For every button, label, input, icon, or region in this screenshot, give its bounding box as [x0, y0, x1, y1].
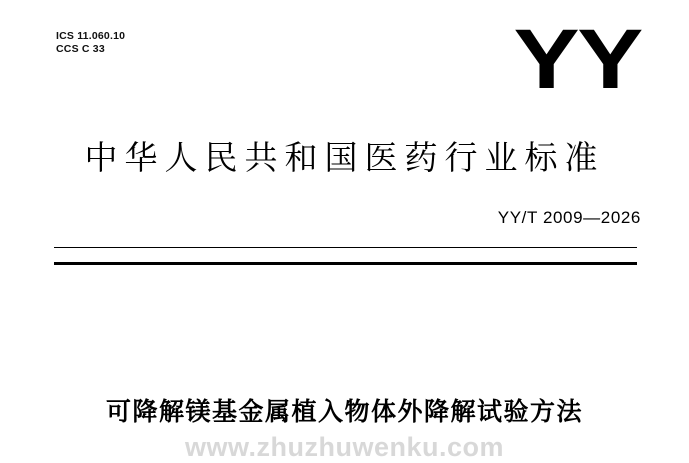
divider-thin: [54, 247, 637, 248]
ccs-code: CCS C 33: [56, 43, 105, 55]
yy-logo: YY: [513, 12, 641, 106]
page-title: 中华人民共和国医药行业标准: [84, 138, 605, 177]
standard-number: YY/T 2009—2026: [497, 208, 641, 227]
ics-code: ICS 11.060.10: [56, 30, 126, 42]
divider-thick: [54, 262, 637, 265]
watermark: www.zhuzhuwenku.com: [184, 432, 504, 462]
classification-codes: [56, 30, 125, 56]
document-subject-title: 可降解镁基金属植入物体外降解试验方法: [105, 397, 583, 426]
